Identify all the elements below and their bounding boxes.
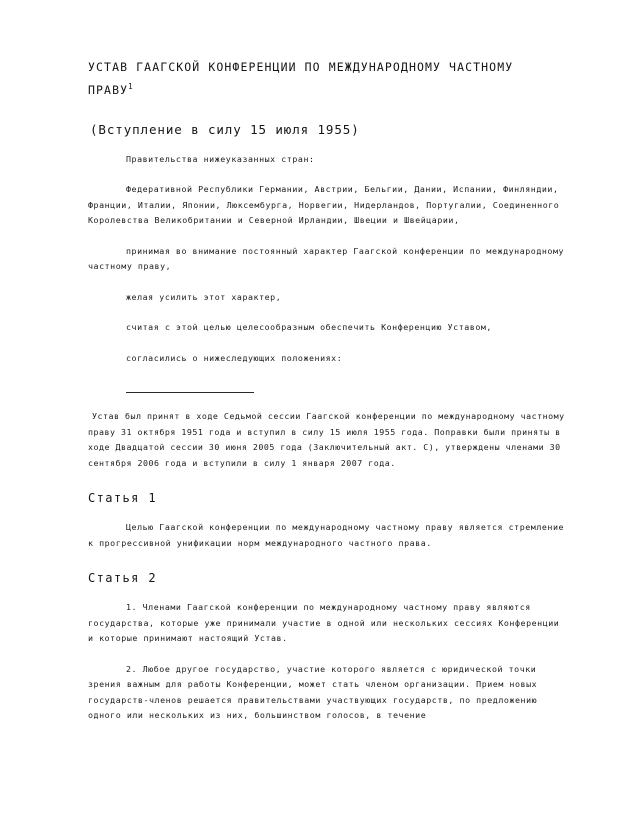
footnote-divider	[126, 392, 566, 393]
considering-paragraph: принимая во внимание постоянный характер Гаагской конференции по международному частному праву,	[88, 245, 565, 272]
article-2-paragraph-1: 1. Членами Гаагской конференции по международному частному праву являются государства, которые уже принимали участие в одной или нескольких сессиях Конференции и которые принимают настоящий Устав.	[88, 602, 560, 644]
desiring-paragraph: желая усилить этот характер,	[126, 291, 282, 302]
deeming-paragraph: считая с этой целью целесообразным обеспечить Конференцию Уставом,	[126, 322, 492, 333]
page-title	[88, 58, 558, 100]
article-2-paragraph-2: 2. Любое другое государство, участие которого является с юридической точки зрения важным для работы Конференции, может стать членом организации. Прием новых государств-членов решается правительствами участвующих государств, по предложению одного или нескольких из них, большинством голосов, в течение	[88, 663, 538, 721]
footnote-text: Устав был принят в ходе Седьмой сессии Гаагской конференции по международному частному праву 31 октября 1951 года и вступил в силу 15 июля 1955 года. Поправки были приняты в ходе Двадцатой сессии 30 июня 2005 года (Заключительный акт. С), утверждены членами 30 сентября 2006 года и вступили в силу 1 января 2007 года.	[88, 411, 565, 468]
article-1-paragraph-1: Целью Гаагской конференции по международному частному праву является стремление к прогрессивной унификации норм международного частного права.	[88, 522, 565, 548]
article-1-heading: Статья 1	[88, 491, 157, 506]
title-footnote-marker: 1	[128, 82, 133, 91]
countries-paragraph: Федеративной Республики Германии, Австрии, Бельгии, Дании, Испании, Финляндии, Франции, Италии, Японии, Люксембурга, Норвегии, Нидерландов, Португалии, Соединенного Королевства Великобритании и Северной Ирландии, Швеции и Швейцарии,	[88, 184, 560, 226]
article-2-heading: Статья 2	[88, 571, 157, 586]
document-subtitle: (Вступление в силу 15 июля 1955)	[90, 121, 360, 137]
footnote-divider-line	[126, 392, 254, 393]
intro-paragraph: Правительства нижеуказанных стран:	[126, 153, 315, 164]
page-title-text: УСТАВ ГААГСКОЙ КОНФЕРЕНЦИИ ПО МЕЖДУНАРОДНОМУ ЧАСТНОМУ ПРАВУ	[88, 60, 514, 97]
agreed-paragraph: согласились о нижеследующих положениях:	[126, 352, 343, 363]
